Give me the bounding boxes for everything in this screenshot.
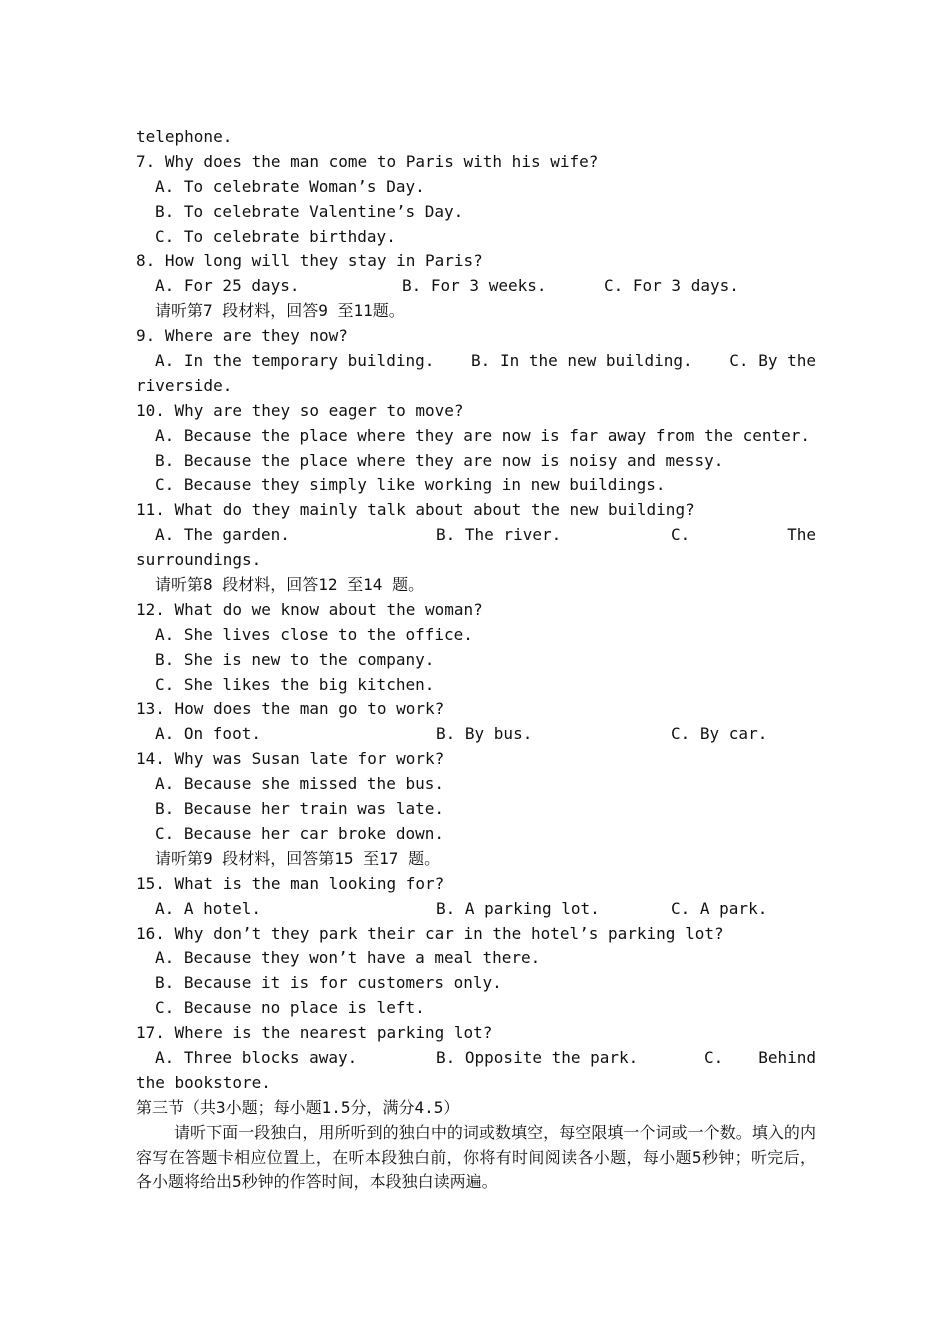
section-instruction-8: 请听第8 段材料，回答12 至14 题。 [155,575,425,595]
option-14a: A. Because she missed the bus. [155,774,444,794]
options-11 [136,523,816,548]
option-9c-continued: riverside. [136,375,233,395]
options-9 [136,349,816,374]
text-line: telephone. [136,127,233,146]
section-3-heading: 第三节（共3小题；每小题1.5分，满分4.5） [136,1097,460,1117]
option-17c-word: Behind [758,1047,816,1067]
option-9a: A. In the temporary building. [155,351,435,371]
option-7a: A. To celebrate Woman’s Day. [155,176,425,196]
question-10: 10. Why are they so eager to move? [136,400,464,420]
option-16b: B. Because it is for customers only. [155,973,502,993]
options-17 [136,1046,816,1071]
option-11a: A. The garden. [155,525,290,545]
option-11c: C. [671,525,691,545]
option-13c: C. By car. [671,724,768,744]
option-16a: A. Because they won’t have a meal there. [155,948,541,968]
question-17: 17. Where is the nearest parking lot? [136,1023,493,1043]
options-8 [136,274,816,299]
question-9: 9. Where are they now? [136,326,348,346]
options-15 [136,897,816,922]
option-7b: B. To celebrate Valentine’s Day. [155,201,464,221]
option-12a: A. She lives close to the office. [155,624,473,644]
section-instruction-7: 请听第7 段材料，回答9 至11题。 [155,301,405,321]
option-17c-continued: the bookstore. [136,1072,271,1092]
option-11b: B. The river. [436,525,562,545]
option-13a: A. On foot. [155,724,261,744]
section-instruction-9: 请听第9 段材料，回答第15 至17 题。 [155,848,441,868]
option-9b: B. In the new building. [471,351,693,371]
option-17c: C. [704,1047,724,1067]
option-8c: C. For 3 days. [604,276,739,296]
question-13: 13. How does the man go to work? [136,699,445,719]
option-15c: C. A park. [671,898,768,918]
document-page [136,125,816,1195]
option-8b: B. For 3 weeks. [402,276,547,296]
option-9c: C. By the [729,351,816,371]
option-14b: B. Because her train was late. [155,799,444,819]
option-11c-continued: surroundings. [136,550,262,570]
question-11: 11. What do they mainly talk about about the new building? [136,500,695,520]
option-12b: B. She is new to the company. [155,649,435,669]
question-15: 15. What is the man looking for? [136,873,445,893]
option-13b: B. By bus. [436,724,533,744]
option-15a: A. A hotel. [155,898,261,918]
question-14: 14. Why was Susan late for work? [136,749,445,769]
option-7c: C. To celebrate birthday. [155,226,396,246]
option-10a: A. Because the place where they are now is far away from the center. [155,425,811,445]
question-16: 16. Why don’t they park their car in the hotel’s parking lot? [136,923,724,943]
question-7: 7. Why does the man come to Paris with his wife? [136,151,599,171]
option-14c: C. Because her car broke down. [155,823,444,843]
question-12: 12. What do we know about the woman? [136,599,483,619]
options-13 [136,722,816,747]
option-10c: C. Because they simply like working in new buildings. [155,475,666,495]
option-8a: A. For 25 days. [155,276,300,296]
option-11c-word: The [787,525,816,545]
question-8: 8. How long will they stay in Paris? [136,251,483,271]
option-17b: B. Opposite the park. [436,1047,639,1067]
option-12c: C. She likes the big kitchen. [155,674,435,694]
option-17a: A. Three blocks away. [155,1047,358,1067]
option-16c: C. Because no place is left. [155,998,425,1018]
option-15b: B. A parking lot. [436,898,600,918]
option-10b: B. Because the place where they are now is noisy and messy. [155,450,724,470]
section-3-instructions: 请听下面一段独白，用所听到的独白中的词或数填空，每空限填一个词或一个数。填入的内容写在答题卡相应位置上，在听本段独白前，你将有时间阅读各小题，每小题5秒钟；听完后，各小题将给出5秒钟的作答时间，本段独白读两遍。 [136,1122,816,1192]
